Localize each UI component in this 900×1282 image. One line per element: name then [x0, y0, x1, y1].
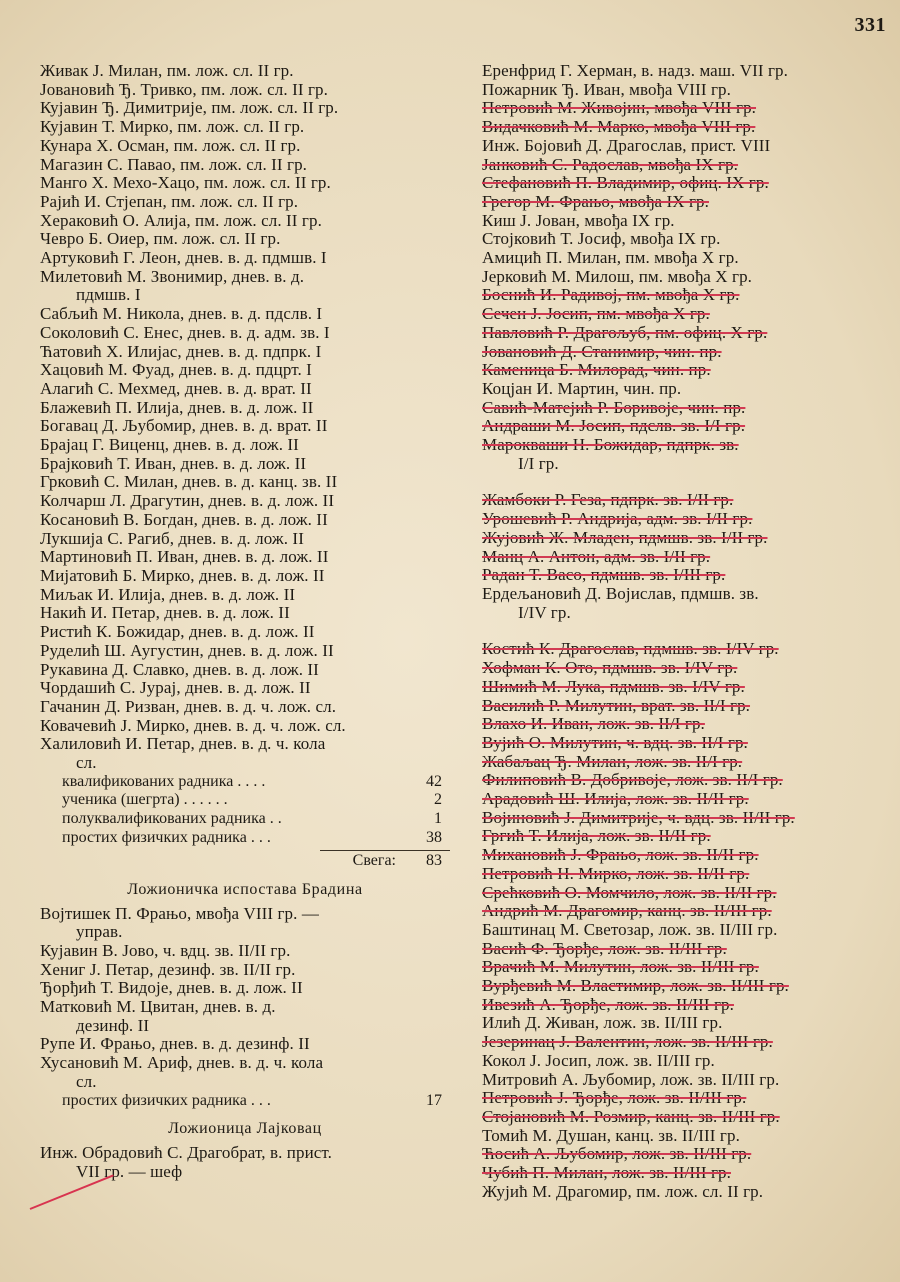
left-entry — [40, 511, 450, 530]
entry-text: Гачанин Д. Ризван, днев. в. д. ч. лож. сл. — [40, 697, 337, 716]
right-entry — [482, 958, 894, 977]
entry-text: Коцјан И. Мартин, чин. пр. — [482, 379, 682, 398]
entry-text: Вурђевић М. Властимир, лож. зв. II/III гр. — [482, 977, 789, 996]
entry-text: Видачковић М. Марко, мвођа VIII гр. — [482, 118, 756, 137]
left-entry — [40, 436, 450, 455]
entry-text: Колчарш Л. Драгутин, днев. в. д. лож. II — [40, 492, 335, 511]
entry-text: Миљак И. Илија, днев. в. д. лож. II — [40, 585, 296, 604]
entry-text: Андрић М. Драгомир, канц. зв. II/III гр. — [482, 902, 772, 921]
right-entry — [482, 1183, 894, 1202]
entry-text: Ристић К. Божидар, днев. в. д. лож. II — [40, 623, 315, 642]
entry-text: Боснић И. Радивој, пм. мвођа X гр. — [482, 286, 740, 305]
right-entry — [482, 249, 894, 268]
entry-text: Стефановић П. Владимир, офиц. IX гр. — [482, 174, 769, 193]
entry-text: Кујавин Ђ. Димитрије, пм. лож. сл. II гр. — [40, 99, 339, 118]
entry-text: Амицић П. Милан, пм. мвођа X гр. — [482, 249, 739, 268]
entry-text: Матковић М. Цвитан, днев. в. д. — [40, 998, 276, 1017]
left-entry — [40, 62, 450, 81]
right-entry — [482, 1071, 894, 1090]
entry-text: Сабљић М. Никола, днев. в. д. пдслв. I — [40, 305, 323, 324]
left-entry — [40, 623, 450, 642]
right-entry — [482, 809, 894, 828]
entry-text: Инж. Бојовић Д. Драгослав, прист. VIII — [482, 136, 771, 155]
left-entry — [40, 399, 450, 418]
entry-text: Еренфрид Г. Херман, в. надз. маш. VII гр. — [482, 62, 788, 80]
right-entry — [482, 510, 894, 529]
entry-text: Пожарник Ђ. Иван, мвођа VIII гр. — [482, 80, 731, 99]
entry-text: Петровић J. Ђорђе, лож. зв. II/III гр. — [482, 1089, 747, 1108]
entry-text: Језеринац J. Валентин, лож. зв. II/III гр. — [482, 1033, 773, 1052]
summary-label: простих физичких радника . . . — [62, 828, 271, 846]
right-entry — [482, 771, 894, 790]
right-entry — [482, 1108, 894, 1127]
entry-text: Рукавина Д. Славко, днев. в. д. лож. II — [40, 660, 319, 679]
entry-text: Мартиновић П. Иван, днев. в. д. лож. II — [40, 548, 329, 567]
left-entry — [40, 661, 450, 680]
right-entry — [482, 1014, 894, 1033]
right-entry — [482, 62, 894, 81]
entry-text: Павловић Р. Драгољуб, пм. офиц. X гр. — [482, 323, 768, 342]
entry-text: Ћатовић Х. Илијас, днев. в. д. пдпрк. I — [40, 342, 322, 361]
summary-value: 1 — [434, 810, 442, 828]
left-entry — [40, 567, 450, 586]
right-entry — [482, 846, 894, 865]
entry-continuation: дезинф. II — [76, 1015, 150, 1035]
entry-text: Костић К. Драгослав, пдмшв. зв. I/IV гр. — [482, 640, 779, 659]
left-entry — [40, 492, 450, 511]
entry-continuation: пдмшв. I — [76, 285, 141, 305]
section-heading-lajkovac: Ложионица Лајковац — [168, 1120, 322, 1138]
entry-text: Јовановић Д. Станимир, чин. пр. — [482, 342, 722, 361]
entry-text: Савић-Матејић Р. Боривоје, чин. пр. — [482, 398, 746, 417]
summary-label: простих физичких радника . . . — [62, 1091, 271, 1109]
left-entry — [40, 417, 450, 436]
left-entry — [40, 81, 450, 100]
entry-text: Шимић М. Лука, пдмшв. зв. I/IV гр. — [482, 677, 745, 696]
right-entry — [482, 585, 894, 622]
left-entry — [40, 604, 450, 623]
total-value: 83 — [426, 851, 442, 869]
bradina-entry — [40, 1054, 450, 1091]
entry-text: Илић Д. Живан, лож. зв. II/III гр. — [482, 1014, 723, 1033]
summary-row — [40, 791, 450, 810]
section-heading-bradina: Ложионичка испостава Брадина — [127, 880, 363, 898]
entry-text: Хусановић М. Ариф, днев. в. д. ч. кола — [40, 1054, 324, 1073]
left-entry — [40, 305, 450, 324]
total-label: Свега: — [352, 851, 396, 869]
right-entry — [482, 921, 894, 940]
bradina-entry — [40, 998, 450, 1035]
right-entry — [482, 678, 894, 697]
entry-text: Богавац Д. Љубомир, днев. в. д. врат. II — [40, 417, 328, 436]
entry-text: Петровић Н. Мирко, лож. зв. II/II гр. — [482, 864, 750, 883]
entry-text: Кунара Х. Осман, пм. лож. сл. II гр. — [40, 136, 301, 155]
entry-text: Блажевић П. Илија, днев. в. д. лож. II — [40, 398, 314, 417]
entry-text: Стојковић Т. Јосиф, мвођа IX гр. — [482, 230, 721, 249]
summary-row — [40, 829, 450, 848]
bradina-entry — [40, 961, 450, 980]
entry-text: Манго Х. Мехо-Хацо, пм. лож. сл. II гр. — [40, 174, 331, 193]
right-entry — [482, 640, 894, 659]
entry-text: Рајић И. Стјепан, пм. лож. сл. II гр. — [40, 192, 299, 211]
entry-text: Ковачевић J. Мирко, днев. в. д. ч. лож. сл. — [40, 716, 346, 735]
bradina-entry — [40, 1035, 450, 1054]
right-entry — [482, 343, 894, 362]
bradina-entry — [40, 942, 450, 961]
lajkovac-entry — [40, 1144, 450, 1181]
entry-text: Срећковић О. Момчило, лож. зв. II/II гр. — [482, 883, 777, 902]
entry-text: Васић Ф. Ђорђе, лож. зв. II/III гр. — [482, 939, 727, 958]
right-entry — [482, 1127, 894, 1146]
entry-text: Руделић Ш. Аугустин, днев. в. д. лож. II — [40, 641, 334, 660]
entry-continuation: I/IV гр. — [518, 602, 571, 622]
left-entry — [40, 473, 450, 492]
entry-text: Хениг J. Петар, дезинф. зв. II/II гр. — [40, 960, 296, 979]
entry-text: Ђорђић Т. Видоје, днев. в. д. лож. II — [40, 979, 303, 998]
entry-text: Ћосић А. Љубомир, лож. зв. II/III гр. — [482, 1145, 752, 1164]
entry-text: Киш J. Јован, мвођа IX гр. — [482, 211, 675, 230]
left-entry — [40, 717, 450, 736]
entry-continuation: I/I гр. — [518, 453, 559, 473]
entry-text: Хацовић М. Фуад, днев. в. д. пдцрт. I — [40, 361, 312, 380]
left-entry — [40, 380, 450, 399]
right-entry — [482, 436, 894, 473]
entry-text: Марокваши Н. Божидар, пдпрк. зв. — [482, 436, 739, 455]
right-entry — [482, 734, 894, 753]
entry-text: Мијатовић Б. Мирко, днев. в. д. лож. II — [40, 566, 325, 585]
left-entry — [40, 343, 450, 362]
left-entry — [40, 99, 450, 118]
entry-text: Каменица Б. Милорад, чин. пр. — [482, 361, 711, 380]
left-entry — [40, 361, 450, 380]
entry-text: Живак J. Милан, пм. лож. сл. II гр. — [40, 62, 294, 80]
right-entry — [482, 268, 894, 287]
left-entry — [40, 324, 450, 343]
right-entry — [482, 865, 894, 884]
right-entry — [482, 790, 894, 809]
right-entry — [482, 1145, 894, 1164]
entry-text: Чубић П. Милан, лож. зв. II/III гр. — [482, 1164, 731, 1183]
right-entry — [482, 659, 894, 678]
entry-text: Војиновић J. Димитрије, ч. вдц. зв. II/II гр. — [482, 808, 795, 827]
left-entry — [40, 455, 450, 474]
left-entry — [40, 174, 450, 193]
entry-text: Војтишек П. Фрањо, мвођа VIII гр. — — [40, 904, 319, 923]
left-summary — [40, 773, 450, 848]
bradina-entry-list — [40, 905, 450, 1092]
summary-label: квалификованих радника . . . . — [62, 772, 266, 790]
left-entry-list — [40, 62, 450, 773]
right-entry — [482, 753, 894, 772]
right-entry — [482, 566, 894, 585]
bradina-summary — [40, 1092, 450, 1111]
left-entry — [40, 548, 450, 567]
entry-text: Петровић М. Живојин, мвођа VIII гр. — [482, 99, 757, 118]
entry-text: Манц А. Антон, адм. зв. I/II гр. — [482, 547, 711, 566]
left-entry — [40, 530, 450, 549]
summary-row — [40, 773, 450, 792]
entry-text: Јовановић Ђ. Тривко, пм. лож. сл. II гр. — [40, 80, 328, 99]
right-entry — [482, 902, 894, 921]
entry-text: Милетовић М. Звонимир, днев. в. д. — [40, 267, 305, 286]
right-entry — [482, 212, 894, 231]
entry-text: Брајац Г. Виценц, днев. в. д. лож. II — [40, 436, 299, 455]
summary-value: 2 — [434, 791, 442, 809]
right-entry-list — [482, 62, 894, 1201]
entry-text: Артуковић Г. Леон, днев. в. д. пдмшв. I — [40, 249, 327, 268]
entry-text: Грегор М. Фрањо, мвођа IX гр. — [482, 192, 709, 211]
entry-text: Томић М. Душан, канц. зв. II/III гр. — [482, 1126, 740, 1145]
left-entry — [40, 137, 450, 156]
entry-text: Халиловић И. Петар, днев. в. д. ч. кола — [40, 735, 326, 754]
entry-text: Кокол J. Јосип, лож. зв. II/III гр. — [482, 1051, 715, 1070]
right-entry — [482, 230, 894, 249]
left-entry — [40, 212, 450, 231]
entry-text: Јерковић М. Милош, пм. мвођа X гр. — [482, 267, 753, 286]
entry-continuation: сл. — [76, 753, 97, 773]
entry-text: Соколовић С. Енес, днев. в. д. адм. зв. I — [40, 323, 330, 342]
entry-text: Андраши М. Јосип, пдслв. зв. I/I гр. — [482, 417, 746, 436]
right-entry — [482, 548, 894, 567]
right-entry — [482, 940, 894, 959]
right-entry — [482, 977, 894, 996]
entry-text: Арадовић Ш. Илија, лож. зв. II/II гр. — [482, 790, 749, 809]
right-entry — [482, 1052, 894, 1071]
right-entry — [482, 99, 894, 118]
right-entry — [482, 1033, 894, 1052]
entry-text: Грковић С. Милан, днев. в. д. канц. зв. II — [40, 473, 338, 492]
entry-text: Магазин С. Павао, пм. лож. сл. II гр. — [40, 155, 308, 174]
entry-text: Митровић А. Љубомир, лож. зв. II/III гр. — [482, 1070, 780, 1089]
entry-text: Накић И. Петар, днев. в. д. лож. II — [40, 604, 290, 623]
summary-label: полуквалификованих радника . . — [62, 810, 282, 828]
left-column — [40, 62, 450, 1182]
right-entry — [482, 996, 894, 1015]
entry-text: Михановић J. Фрањо, лож. зв. II/II гр. — [482, 846, 759, 865]
right-entry — [482, 324, 894, 343]
right-entry — [482, 174, 894, 193]
left-entry — [40, 156, 450, 175]
right-entry — [482, 137, 894, 156]
right-entry — [482, 193, 894, 212]
entry-text: Вујић О. Милутин, ч. вдц. зв. II/I гр. — [482, 733, 748, 752]
right-entry — [482, 399, 894, 418]
page-number: 331 — [854, 14, 886, 36]
right-entry — [482, 305, 894, 324]
right-entry — [482, 1164, 894, 1183]
entry-text: Инж. Обрадовић С. Драгобрат, в. прист. — [40, 1144, 333, 1163]
entry-text: Кујавин В. Јово, ч. вдц. зв. II/II гр. — [40, 941, 291, 960]
right-entry — [482, 491, 894, 510]
entry-text: Алагић С. Мехмед, днев. в. д. врат. II — [40, 379, 312, 398]
entry-text: Сечен J. Јосип, пм. мвођа X гр. — [482, 305, 710, 324]
right-entry — [482, 380, 894, 399]
entry-continuation: VII гр. — шеф — [76, 1161, 183, 1181]
right-entry — [482, 361, 894, 380]
left-entry — [40, 268, 450, 305]
entry-text: Хофман К. Ото, пдмшв. зв. I/IV гр. — [482, 659, 738, 678]
entry-text: Урошевић Р. Андрија, адм. зв. I/II гр. — [482, 510, 753, 529]
right-entry — [482, 1089, 894, 1108]
bradina-entry — [40, 905, 450, 942]
entry-continuation: сл. — [76, 1071, 97, 1091]
right-entry — [482, 827, 894, 846]
entry-text: Стојановић М. Розмир, канц. зв. II/III гр. — [482, 1107, 780, 1126]
entry-text: Влахо И. Иван, лож. зв. II/I гр. — [482, 715, 705, 734]
right-entry — [482, 884, 894, 903]
entry-text: Василић Р. Милутин, врат. зв. II/I гр. — [482, 696, 751, 715]
right-entry — [482, 81, 894, 100]
entry-text: Жабаљац Ђ. Милан, лож. зв. II/I гр. — [482, 752, 743, 771]
left-entry — [40, 586, 450, 605]
summary-row — [40, 810, 450, 829]
summary-value: 17 — [426, 1091, 442, 1109]
entry-text: Чордашић С. Јурај, днев. в. д. лож. II — [40, 679, 311, 698]
entry-text: Јанковић С. Радослав, мвођа IX гр. — [482, 155, 739, 174]
entry-text: Жамбоки Р. Геза, пдпрк. зв. I/II гр. — [482, 491, 734, 510]
entry-text: Врачић М. Милутин, лож. зв. II/III гр. — [482, 958, 759, 977]
right-entry — [482, 529, 894, 548]
left-entry — [40, 230, 450, 249]
left-entry — [40, 118, 450, 137]
entry-continuation: управ. — [76, 922, 123, 942]
right-entry — [482, 697, 894, 716]
right-entry — [482, 417, 894, 436]
entry-text: Хераковић О. Алија, пм. лож. сл. II гр. — [40, 211, 322, 230]
entry-text: Баштинац М. Светозар, лож. зв. II/III гр. — [482, 920, 778, 939]
summary-label: ученика (шегрта) . . . . . . — [62, 791, 228, 809]
entry-text: Ердељановић Д. Војислав, пдмшв. зв. — [482, 584, 759, 603]
right-entry — [482, 286, 894, 305]
lajkovac-entry-list — [40, 1144, 450, 1181]
left-entry — [40, 679, 450, 698]
right-entry — [482, 118, 894, 137]
entry-text: Жујовић Ж. Младен, пдмшв. зв. I/II гр. — [482, 528, 768, 547]
entry-text: Чевро Б. Оиер, пм. лож. сл. II гр. — [40, 230, 281, 249]
bradina-entry — [40, 979, 450, 998]
left-entry — [40, 193, 450, 212]
left-entry — [40, 735, 450, 772]
entry-text: Жујић М. Драгомир, пм. лож. сл. II гр. — [482, 1182, 764, 1201]
entry-text: Гргић Т. Илија, лож. зв. II/II гр. — [482, 827, 711, 846]
entry-text: Лукшија С. Рагиб, днев. в. д. лож. II — [40, 529, 304, 548]
entry-text: Филиповић В. Добривоје, лож. зв. II/I гр. — [482, 771, 783, 790]
right-entry — [482, 156, 894, 175]
summary-value: 38 — [426, 828, 442, 846]
entry-text: Ивезић А. Ђорђе, лож. зв. II/III гр. — [482, 995, 734, 1014]
left-entry — [40, 249, 450, 268]
entry-text: Брајковић Т. Иван, днев. в. д. лож. II — [40, 454, 307, 473]
left-entry — [40, 642, 450, 661]
right-column — [482, 62, 894, 1201]
summary-value: 42 — [426, 772, 442, 790]
entry-text: Кујавин Т. Мирко, пм. лож. сл. II гр. — [40, 118, 305, 137]
entry-text: Радан Т. Васо, пдмшв. зв. I/III гр. — [482, 566, 726, 585]
right-entry — [482, 715, 894, 734]
entry-text: Рупе И. Фрањо, днев. в. д. дезинф. II — [40, 1035, 310, 1054]
entry-text: Косановић В. Богдан, днев. в. д. лож. II — [40, 510, 328, 529]
left-entry — [40, 698, 450, 717]
left-total — [320, 850, 450, 871]
